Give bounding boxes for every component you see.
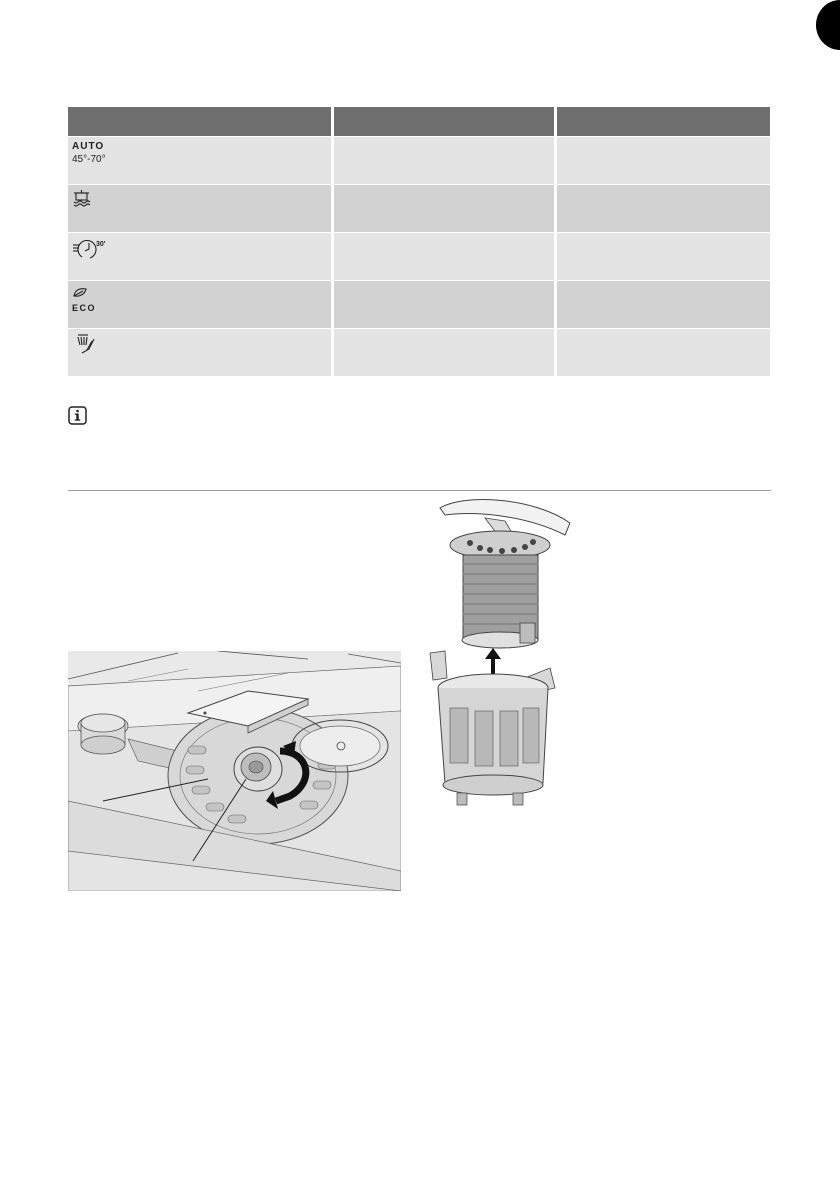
page-corner-mark	[816, 0, 840, 50]
eco-label: ECO	[72, 303, 97, 313]
programme-table	[68, 107, 770, 376]
filter-removal-illustration	[68, 651, 401, 891]
filter-assembly-illustration	[425, 493, 590, 818]
header-cell-2	[334, 107, 554, 136]
table-header-row	[68, 107, 770, 136]
info-icon	[68, 406, 87, 425]
auto-programme-icon	[72, 141, 106, 166]
auto-label: AUTO	[72, 141, 105, 152]
rinse-hold-programme-icon	[72, 333, 98, 355]
table-row	[68, 281, 770, 328]
quick-30-programme-icon	[72, 237, 112, 259]
table-row	[68, 233, 770, 280]
table-row	[68, 185, 770, 232]
table-row	[68, 137, 770, 184]
eco-programme-icon	[72, 285, 96, 313]
header-cell-programme	[68, 107, 331, 136]
quick-time-label: 30'	[96, 241, 106, 248]
table-row	[68, 329, 770, 376]
auto-temperature: 45°-70°	[72, 154, 106, 165]
section-divider	[68, 490, 771, 491]
pots-programme-icon	[72, 189, 94, 209]
header-cell-3	[557, 107, 770, 136]
leaf-icon	[72, 287, 88, 298]
